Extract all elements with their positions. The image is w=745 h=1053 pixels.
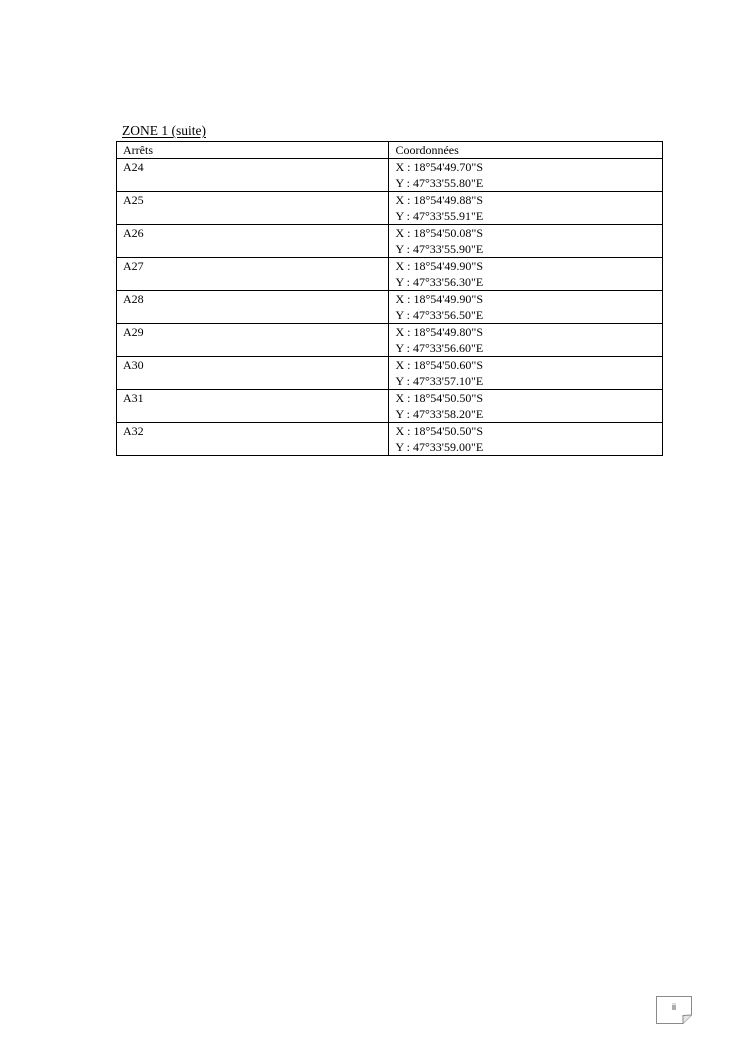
coordinate-cell [389, 357, 663, 390]
page-number-box [656, 996, 692, 1022]
coordinate-cell [389, 291, 663, 324]
stop-cell: A31 [117, 390, 389, 423]
stop-cell: A25 [117, 192, 389, 225]
coordinate-y: Y : 47°33'55.80"E [395, 176, 484, 190]
table-row [117, 192, 663, 225]
coordinate-x: X : 18°54'49.70"S [395, 160, 483, 174]
coordinate-cell [389, 159, 663, 192]
table-row [117, 357, 663, 390]
table-row [117, 324, 663, 357]
coordinate-y: Y : 47°33'55.90"E [395, 242, 484, 256]
coordinate-x: X : 18°54'49.90"S [395, 292, 483, 306]
coordinate-x: X : 18°54'49.90"S [395, 259, 483, 273]
header-stops: Arrêts [117, 142, 389, 159]
stop-cell: A27 [117, 258, 389, 291]
stop-cell: A30 [117, 357, 389, 390]
coordinate-cell [389, 324, 663, 357]
coordinate-x: X : 18°54'50.08"S [395, 226, 483, 240]
stop-cell: A24 [117, 159, 389, 192]
stop-cell: A26 [117, 225, 389, 258]
coordinate-x: X : 18°54'50.50"S [395, 424, 483, 438]
coordinate-y: Y : 47°33'56.60"E [395, 341, 484, 355]
coordinate-cell [389, 258, 663, 291]
coordinates-table [116, 141, 663, 456]
coordinate-x: X : 18°54'49.80"S [395, 325, 483, 339]
table-row [117, 225, 663, 258]
table-row [117, 291, 663, 324]
zone-title: ZONE 1 (suite) [122, 123, 206, 138]
coordinate-y: Y : 47°33'55.91"E [395, 209, 484, 223]
stop-cell: A29 [117, 324, 389, 357]
table-row [117, 159, 663, 192]
coordinate-x: X : 18°54'49.88"S [395, 193, 483, 207]
coordinate-cell [389, 192, 663, 225]
page-number: ii [672, 1002, 676, 1012]
stop-cell: A32 [117, 423, 389, 456]
table-header-row [117, 142, 663, 159]
coordinate-x: X : 18°54'50.60"S [395, 358, 483, 372]
table-row [117, 390, 663, 423]
coordinate-y: Y : 47°33'56.50"E [395, 308, 484, 322]
coordinate-y: Y : 47°33'57.10"E [395, 374, 484, 388]
stop-cell: A28 [117, 291, 389, 324]
header-coordinates: Coordonnées [389, 142, 663, 159]
coordinate-cell [389, 423, 663, 456]
coordinate-y: Y : 47°33'59.00"E [395, 440, 484, 454]
coordinate-y: Y : 47°33'58.20"E [395, 407, 484, 421]
table-row [117, 258, 663, 291]
coordinate-cell [389, 225, 663, 258]
table-row [117, 423, 663, 456]
coordinate-y: Y : 47°33'56.30"E [395, 275, 484, 289]
coordinate-cell [389, 390, 663, 423]
coordinate-x: X : 18°54'50.50"S [395, 391, 483, 405]
